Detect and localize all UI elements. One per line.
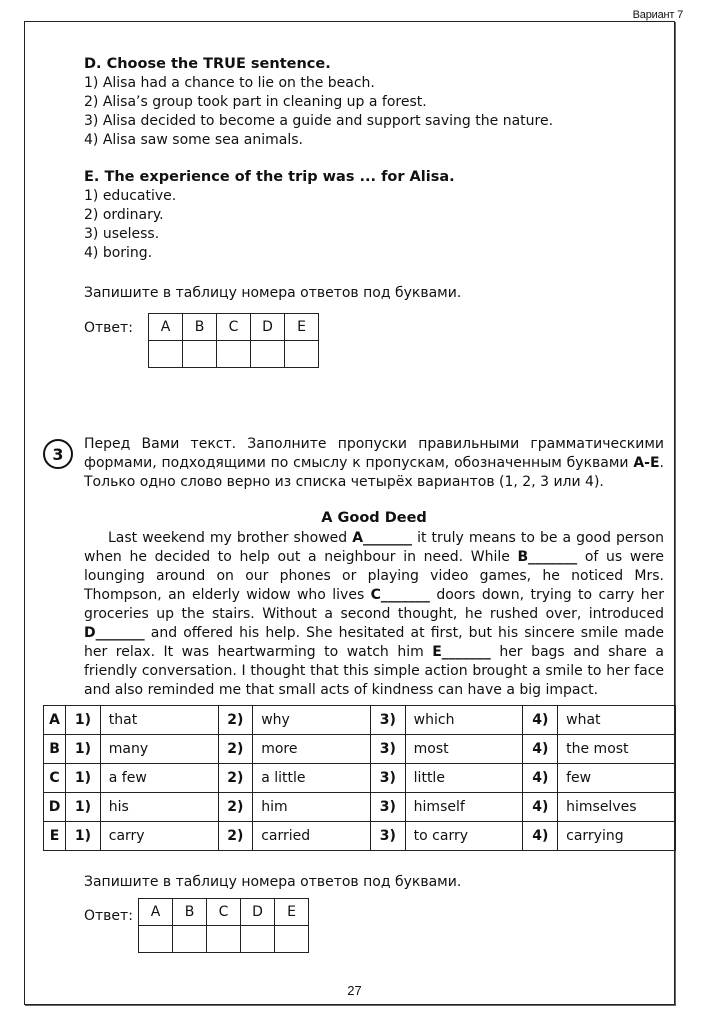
option-number: 3)	[370, 735, 405, 764]
options-row-d	[44, 793, 676, 822]
option-number: 1)	[66, 793, 101, 822]
answer-table-2	[138, 898, 309, 953]
row-letter: C	[44, 764, 66, 793]
gap-c: C_______	[370, 587, 430, 603]
answer-cell-b[interactable]	[183, 341, 217, 368]
answer-cell-b[interactable]	[173, 926, 207, 953]
story-text	[84, 529, 664, 700]
task3-instruction-part2: . Только одно слово верно из списка четырёх вариантов (1, 2, 3 или 4).	[84, 455, 664, 490]
option-word: a few	[100, 764, 218, 793]
answer-cell-e[interactable]	[275, 926, 309, 953]
option-number: 1)	[66, 735, 101, 764]
answer-cell-d[interactable]	[241, 926, 275, 953]
gap-a: A_______	[352, 530, 413, 546]
option-word: himselves	[558, 793, 676, 822]
option-number: 3)	[370, 793, 405, 822]
gap-b: B_______	[517, 549, 578, 565]
answer-label-2: Ответ:	[84, 908, 133, 924]
option-word: him	[253, 793, 371, 822]
answer-cell-d[interactable]	[251, 341, 285, 368]
task3-instruction-part1: Перед Вами текст. Заполните пропуски правильными грамматическими формами, подходящими по смыслу к пропускам, обозначенным буквами	[84, 436, 664, 471]
question-d-option-2: 2) Alisa’s group took part in cleaning up a forest.	[84, 94, 427, 110]
question-e	[84, 168, 455, 263]
variant-label: Вариант 7	[632, 9, 683, 21]
options-table	[43, 705, 676, 851]
question-d-option-1: 1) Alisa had a chance to lie on the beach.	[84, 75, 375, 91]
option-number: 2)	[218, 822, 253, 851]
answer-header-d: D	[251, 314, 285, 341]
option-number: 3)	[370, 764, 405, 793]
option-number: 4)	[523, 706, 558, 735]
question-d-title: D. Choose the TRUE sentence.	[84, 56, 331, 72]
options-row-a	[44, 706, 676, 735]
option-word: what	[558, 706, 676, 735]
option-word: which	[405, 706, 523, 735]
option-word: carrying	[558, 822, 676, 851]
option-number: 4)	[523, 822, 558, 851]
option-word: most	[405, 735, 523, 764]
story-segment: doors down, trying to carry her groceries up the stairs. Without a second thought, he rushed over, introduced	[84, 587, 664, 622]
gap-e: E_______	[432, 644, 491, 660]
option-word: why	[253, 706, 371, 735]
task3-instruction	[84, 435, 664, 492]
question-e-option-4: 4) boring.	[84, 245, 153, 261]
answer-cell-a[interactable]	[139, 926, 173, 953]
option-word: little	[405, 764, 523, 793]
row-letter: B	[44, 735, 66, 764]
option-word: himself	[405, 793, 523, 822]
option-number: 2)	[218, 706, 253, 735]
option-number: 2)	[218, 793, 253, 822]
option-word: that	[100, 706, 218, 735]
option-number: 4)	[523, 764, 558, 793]
task3-instruction-bold: A-E	[633, 455, 660, 471]
story-segment: it truly means to be a good person when he decided to help out a neighbour in need. While	[84, 530, 665, 565]
options-row-e	[44, 822, 676, 851]
option-word: his	[100, 793, 218, 822]
option-word: carry	[100, 822, 218, 851]
option-word: more	[253, 735, 371, 764]
story-segment: her bags and share a friendly conversation. I thought that this simple action brought a smile to her face and also reminded me that small acts of kindness can have a big impact.	[84, 644, 664, 698]
answer-header-c: C	[207, 899, 241, 926]
question-d-option-3: 3) Alisa decided to become a guide and support saving the nature.	[84, 113, 554, 129]
option-word: a little	[253, 764, 371, 793]
answer-header-b: B	[183, 314, 217, 341]
option-word: carried	[253, 822, 371, 851]
options-row-c	[44, 764, 676, 793]
question-d	[84, 55, 553, 150]
answer-header-c: C	[217, 314, 251, 341]
option-number: 1)	[66, 764, 101, 793]
question-d-option-4: 4) Alisa saw some sea animals.	[84, 132, 303, 148]
option-number: 2)	[218, 764, 253, 793]
question-e-title: E. The experience of the trip was ... for Alisa.	[84, 169, 455, 185]
row-letter: A	[44, 706, 66, 735]
answer-cell-e[interactable]	[285, 341, 319, 368]
question-e-option-2: 2) ordinary.	[84, 207, 164, 223]
option-word: few	[558, 764, 676, 793]
option-number: 4)	[523, 735, 558, 764]
option-word: many	[100, 735, 218, 764]
answer-header-a: A	[149, 314, 183, 341]
answer-instruction-2: Запишите в таблицу номера ответов под буквами.	[84, 874, 462, 890]
answer-table-1	[148, 313, 319, 368]
answer-label-1: Ответ:	[84, 320, 133, 336]
option-number: 1)	[66, 706, 101, 735]
option-word: the most	[558, 735, 676, 764]
answer-header-d: D	[241, 899, 275, 926]
answer-header-b: B	[173, 899, 207, 926]
answer-cell-a[interactable]	[149, 341, 183, 368]
answer-instruction-1: Запишите в таблицу номера ответов под буквами.	[84, 285, 462, 301]
story-segment: Last weekend my brother showed	[108, 530, 353, 546]
question-e-option-3: 3) useless.	[84, 226, 160, 242]
option-word: to carry	[405, 822, 523, 851]
option-number: 3)	[370, 822, 405, 851]
option-number: 2)	[218, 735, 253, 764]
answer-header-a: A	[139, 899, 173, 926]
answer-cell-c[interactable]	[207, 926, 241, 953]
story-segment: of us were lounging around on our phones or playing video games, he noticed Mrs. Thompson, an elderly widow who lives	[84, 549, 664, 603]
task-number-badge: 3	[43, 439, 73, 469]
answer-cell-c[interactable]	[217, 341, 251, 368]
options-row-b	[44, 735, 676, 764]
story-segment: and offered his help. She hesitated at first, but his sincere smile made her relax. It was heartwarming to watch him	[84, 625, 664, 660]
page-number: 27	[347, 983, 362, 998]
question-e-option-1: 1) educative.	[84, 188, 177, 204]
row-letter: E	[44, 822, 66, 851]
row-letter: D	[44, 793, 66, 822]
answer-header-e: E	[275, 899, 309, 926]
gap-d: D_______	[84, 625, 145, 641]
option-number: 4)	[523, 793, 558, 822]
answer-header-e: E	[285, 314, 319, 341]
story-title: A Good Deed	[321, 510, 427, 526]
option-number: 3)	[370, 706, 405, 735]
option-number: 1)	[66, 822, 101, 851]
